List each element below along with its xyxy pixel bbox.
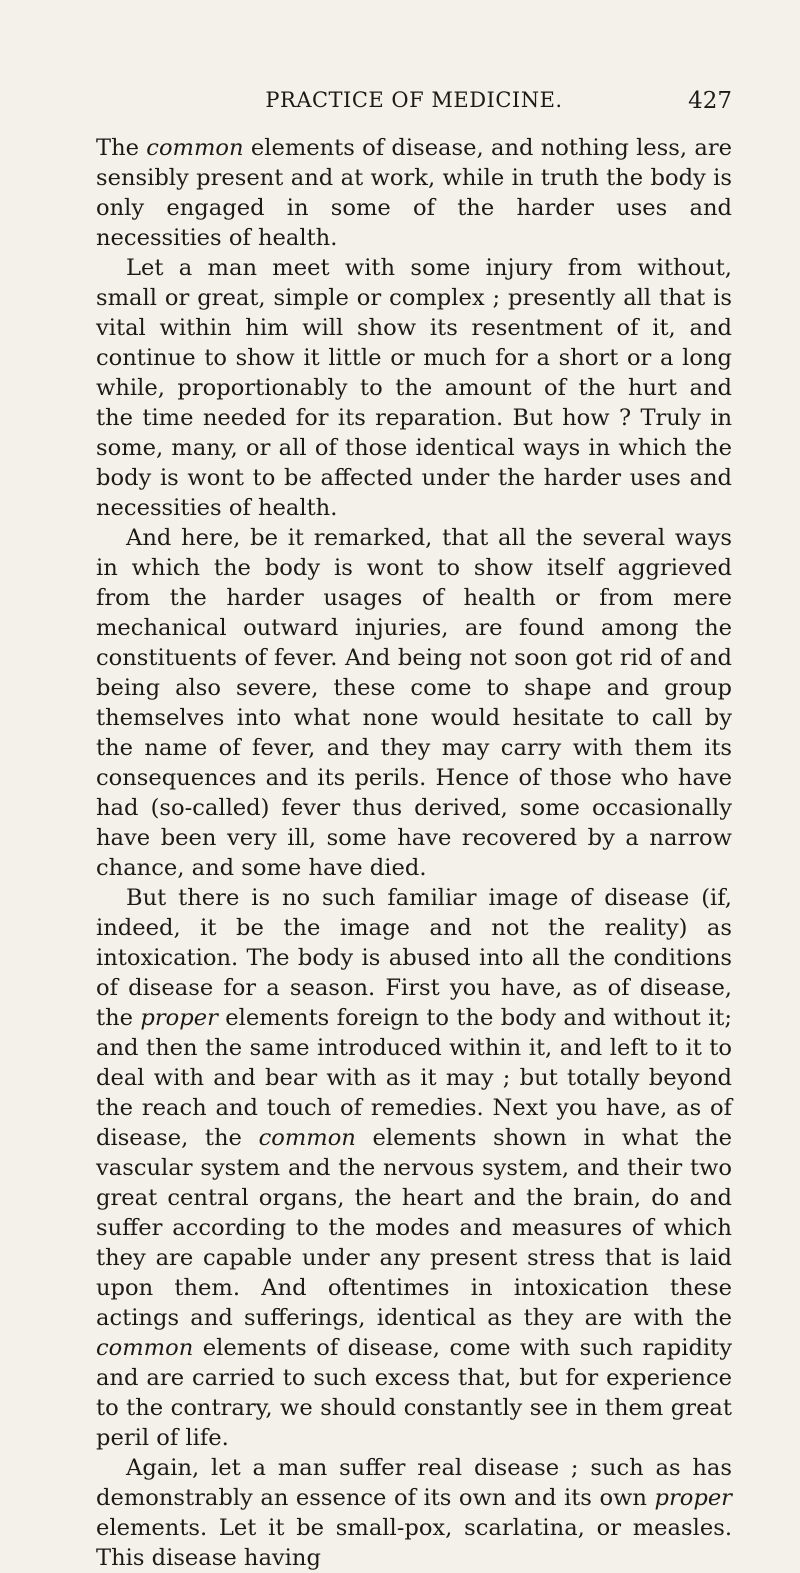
paragraph [96, 1453, 732, 1573]
paragraph [96, 253, 732, 523]
paragraph [96, 883, 732, 1453]
running-head: PRACTICE OF MEDICINE. [265, 88, 563, 112]
text-run: elements. Let it be small-pox, scarlatina, or measles. This disease having [96, 1515, 732, 1571]
page-number: 427 [688, 88, 732, 114]
italic-text: proper [140, 1005, 218, 1031]
text-run: elements shown in what the vascular system and the nervous system, and their two great central organs, the heart and the brain, do and suffer according to the modes and measures of which they are capable under any present stress that is laid upon them. And oftentimes in intoxication these actings and sufferings, identical as they are with the [96, 1125, 732, 1331]
paragraph [96, 133, 732, 253]
italic-text: proper [654, 1485, 732, 1511]
text-run: But there is no such familiar image of disease (if, indeed, it be the image and not the reality) as intoxication. The body is abused into all the conditions of disease for a season. First you have, as of disease, the [96, 885, 732, 1031]
text-run: Let a man meet with some injury from without, small or great, simple or complex ; presently all that is vital within him will show its resentment of it, and continue to show it little or much for a short or a long while, proportionably to the amount of the hurt and the time needed for its reparation. But how ? Truly in some, many, or all of those identical ways in which the body is wont to be affected under the harder uses and necessities of health. [96, 255, 732, 521]
body-text [96, 133, 732, 1573]
italic-text: common [96, 1335, 194, 1361]
text-run: elements foreign to the body and without it; and then the same introduced within it, and left to it to deal with and bear with as it may ; but totally beyond the reach and touch of remedies. Next you have, as of disease, the [96, 1005, 732, 1151]
page-header [96, 88, 732, 114]
paragraph [96, 523, 732, 883]
text-run: elements of disease, and nothing less, are sensibly present and at work, while in truth the body is only engaged in some of the harder uses and necessities of health. [96, 135, 732, 251]
text-run: elements of disease, come with such rapidity and are carried to such excess that, but for experience to the contrary, we should constantly see in them great peril of life. [96, 1335, 732, 1451]
text-run: And here, be it remarked, that all the several ways in which the body is wont to show itself aggrieved from the harder usages of health or from mere mechanical outward injuries, are found among the constituents of fever. And being not soon got rid of and being also severe, these come to shape and group themselves into what none would hesitate to call by the name of fever, and they may carry with them its consequences and its perils. Hence of those who have had (so-called) fever thus derived, some occasionally have been very ill, some have recovered by a narrow chance, and some have died. [96, 525, 732, 881]
italic-text: common [258, 1125, 356, 1151]
text-run: Again, let a man suffer real disease ; such as has demonstrably an essence of its own and its own [96, 1455, 732, 1511]
italic-text: common [146, 135, 244, 161]
text-run: The [96, 135, 147, 161]
